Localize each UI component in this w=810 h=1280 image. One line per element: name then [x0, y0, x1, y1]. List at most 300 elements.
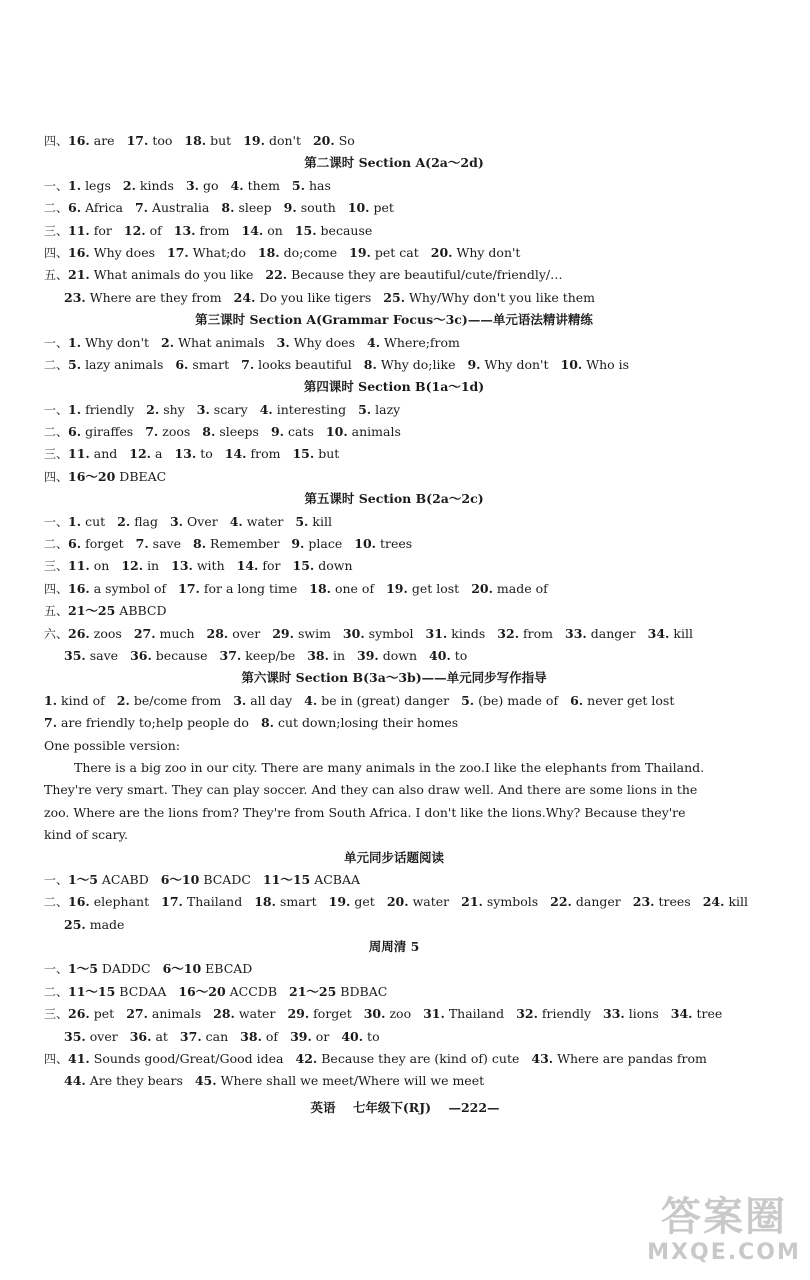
question-number: 29. — [272, 625, 294, 641]
question-number: 39. — [357, 647, 379, 663]
answer-text: never get lost — [587, 692, 675, 708]
answer-line — [44, 466, 744, 488]
answer-item — [364, 354, 456, 376]
answer-item — [367, 332, 460, 354]
answer-item — [242, 220, 283, 242]
answer-text: (be) made of — [478, 692, 559, 708]
section-heading: 第五课时 Section B(2a～2c) — [304, 491, 484, 507]
answer-item — [68, 175, 111, 197]
part-number: 六、 — [44, 626, 69, 641]
answer-item — [64, 645, 118, 667]
question-number: 40. — [341, 1028, 364, 1044]
answer-line — [44, 645, 744, 667]
part-number: 二、 — [44, 425, 69, 440]
answer-text: friendly — [85, 401, 135, 417]
section-heading: 单元同步话题阅读 — [343, 849, 444, 865]
answer-line — [44, 1070, 744, 1092]
answer-item — [354, 533, 412, 555]
question-number: 8. — [363, 356, 377, 372]
question-number: 30. — [342, 625, 365, 641]
answer-text: BCADC — [203, 871, 251, 887]
question-number: 7. — [145, 424, 159, 440]
question-number: 11～15 — [262, 871, 311, 887]
answer-text: Why/Why don't you like them — [409, 289, 596, 305]
footer-subject: 英语 — [310, 1100, 336, 1115]
section-heading: 第六课时 Section B(3a～3b)——单元同步写作指导 — [241, 670, 547, 686]
answer-text: be/come from — [133, 692, 222, 708]
question-number: 24. — [702, 894, 725, 910]
question-number: 16. — [68, 133, 90, 148]
answer-text: in — [332, 647, 346, 663]
answer-text: Why don't — [85, 334, 150, 350]
answer-item — [263, 869, 360, 891]
question-number: 15. — [294, 222, 317, 238]
part-number: 二、 — [44, 357, 69, 372]
answer-text: animals — [351, 424, 401, 440]
answer-text: So — [338, 133, 355, 148]
question-number: 24. — [233, 289, 256, 305]
answer-text: to — [200, 446, 213, 462]
answer-text: Because they are beautiful/cute/friendly/… — [291, 267, 563, 283]
answer-line — [44, 1003, 744, 1025]
answer-line — [44, 869, 744, 891]
answer-text: from — [250, 446, 281, 462]
question-number: 31. — [425, 625, 448, 641]
answer-text: Why does — [93, 244, 156, 260]
question-number: 6. — [68, 536, 82, 552]
question-number: 4. — [259, 401, 273, 417]
question-number: 18. — [254, 894, 276, 910]
part-number: 三、 — [44, 447, 69, 462]
answer-item — [68, 242, 155, 264]
question-number: 36. — [130, 647, 152, 663]
answer-item — [648, 623, 693, 645]
answer-text: symbol — [368, 625, 414, 641]
answer-item — [126, 1003, 201, 1025]
answer-text: from — [199, 222, 230, 238]
answer-item — [68, 891, 149, 913]
answer-text: lazy — [375, 401, 401, 417]
answer-item — [516, 1003, 591, 1025]
question-number: 1. — [68, 177, 82, 193]
answer-line — [44, 197, 744, 219]
question-number: 6. — [175, 356, 189, 372]
answer-item — [145, 421, 190, 443]
answer-text: or — [315, 1028, 330, 1044]
answer-text: much — [159, 625, 195, 641]
answer-text: smart — [192, 356, 230, 372]
part-number: 五、 — [44, 268, 69, 283]
answer-item — [180, 1026, 228, 1048]
question-number: 19. — [349, 244, 371, 260]
answer-item — [68, 981, 166, 1003]
answer-text: DADDC — [101, 961, 151, 977]
answer-line — [44, 533, 744, 555]
question-number: 9. — [291, 536, 305, 552]
answer-text: from — [523, 625, 554, 641]
answer-item — [383, 287, 595, 309]
answer-line — [44, 421, 744, 443]
answer-line — [44, 981, 744, 1003]
question-number: 10. — [354, 536, 376, 552]
answer-item — [292, 443, 339, 465]
answer-text: are — [93, 133, 115, 148]
part-number: 四、 — [44, 245, 69, 260]
question-number: 37. — [179, 1028, 202, 1044]
question-number: 3. — [196, 401, 210, 417]
question-number: 12. — [123, 222, 146, 238]
part-number: 一、 — [44, 335, 69, 350]
answer-text: made — [89, 916, 125, 932]
answer-text: Why do;like — [380, 356, 456, 372]
part-number: 二、 — [44, 537, 69, 552]
answer-text: a symbol of — [93, 580, 167, 596]
answer-item — [293, 555, 353, 577]
question-number: 21～25 — [289, 983, 337, 999]
part-number: 二、 — [44, 895, 69, 910]
question-number: 12. — [129, 446, 152, 462]
question-number: 16. — [68, 894, 90, 910]
answer-line — [44, 623, 744, 645]
answer-item — [289, 981, 387, 1003]
answer-item — [603, 1003, 659, 1025]
answer-text: for a long time — [203, 580, 298, 596]
answer-text: has — [308, 177, 331, 193]
answer-item — [225, 443, 281, 465]
answer-line — [44, 712, 744, 734]
answer-item — [117, 690, 221, 712]
answer-item — [292, 175, 331, 197]
answer-text: don't — [268, 133, 301, 148]
part-number: 四、 — [44, 1052, 69, 1067]
part-number: 三、 — [44, 1007, 69, 1022]
question-number: 3. — [185, 177, 200, 193]
question-number: 11. — [68, 558, 90, 574]
answer-text: kill — [312, 513, 332, 529]
answer-text: symbols — [486, 894, 539, 910]
answer-line — [44, 220, 744, 242]
answer-item — [304, 690, 449, 712]
answer-text: Do you like tigers — [259, 289, 372, 305]
answer-text: one of — [334, 580, 375, 596]
answer-item — [64, 1070, 183, 1092]
question-number: 3. — [169, 513, 184, 529]
answer-item — [461, 690, 558, 712]
answer-text: water — [238, 1006, 276, 1022]
answer-item — [44, 712, 249, 734]
answer-item — [260, 399, 346, 421]
answer-text: BDBAC — [340, 983, 388, 999]
answer-item — [233, 690, 292, 712]
answer-item — [348, 197, 394, 219]
question-number: 44. — [64, 1073, 86, 1089]
answer-item — [349, 242, 419, 264]
answer-item — [431, 242, 521, 264]
answer-item — [161, 869, 251, 891]
question-number: 28. — [213, 1006, 235, 1022]
answer-text: water — [412, 894, 450, 910]
question-number: 11. — [68, 222, 90, 238]
part-number: 二、 — [44, 201, 69, 216]
question-number: 8. — [202, 424, 216, 440]
question-number: 15. — [292, 558, 315, 574]
question-number: 2. — [116, 692, 130, 708]
question-number: 20. — [386, 894, 409, 910]
question-number: 28. — [206, 625, 229, 641]
answer-item — [364, 1003, 411, 1025]
answer-text: Sounds good/Great/Good idea — [93, 1051, 284, 1067]
answer-text: because — [155, 647, 208, 663]
answer-item — [195, 1070, 484, 1092]
answer-text: giraffes — [85, 424, 134, 440]
answer-text: Because they are (kind of) cute — [321, 1051, 520, 1067]
answer-item — [68, 958, 151, 980]
answer-text: pet — [93, 1006, 115, 1022]
question-number: 14. — [241, 222, 264, 238]
question-number: 20. — [430, 244, 453, 260]
answer-item — [68, 623, 122, 645]
answer-line — [44, 242, 744, 264]
answer-text: ACBAA — [314, 871, 361, 887]
answer-text: but — [210, 133, 232, 148]
answer-item — [68, 555, 109, 577]
question-number: 14. — [236, 558, 259, 574]
answer-item — [561, 354, 630, 376]
answer-text: swim — [297, 625, 331, 641]
question-number: 1. — [68, 401, 82, 417]
answer-line — [44, 578, 744, 600]
essay-line: They're very smart. They can play soccer. And they can also draw well. And there are some lions in the — [44, 782, 698, 798]
answer-item — [429, 645, 467, 667]
question-number: 14. — [224, 446, 247, 462]
answer-text: too — [152, 133, 173, 148]
answer-item — [136, 533, 181, 555]
section-heading: 第三课时 Section A(Grammar Focus～3c)——单元语法精讲精练 — [195, 312, 593, 328]
answer-text: Who is — [586, 356, 630, 372]
question-number: 26. — [68, 1006, 90, 1022]
answer-item — [193, 533, 279, 555]
answer-text: down — [382, 647, 418, 663]
question-number: 9. — [283, 200, 297, 216]
answer-text: scary — [213, 401, 248, 417]
answer-text: Thailand — [448, 1006, 505, 1022]
question-number: 13. — [171, 558, 193, 574]
answer-text: animals — [151, 1006, 202, 1022]
answer-item — [178, 981, 277, 1003]
answer-text: in — [147, 558, 160, 574]
question-number: 7. — [134, 200, 148, 216]
question-number: 25. — [383, 289, 406, 305]
question-number: 26. — [68, 625, 90, 641]
answer-text: cut down;losing their homes — [277, 715, 459, 731]
answer-item — [565, 623, 636, 645]
answer-item — [68, 869, 149, 891]
question-number: 10. — [560, 356, 583, 372]
question-number: 33. — [603, 1006, 625, 1022]
answer-text: water — [246, 513, 284, 529]
answer-text: kind of — [61, 692, 105, 708]
question-number: 42. — [295, 1051, 318, 1067]
answer-item — [230, 511, 284, 533]
answer-text: ABBCD — [119, 603, 167, 619]
answer-text: What;do — [192, 244, 246, 260]
answer-item — [174, 220, 230, 242]
answer-text: Over — [187, 513, 218, 529]
answer-item — [287, 1003, 351, 1025]
question-number: 33. — [565, 625, 587, 641]
answer-text: kill — [728, 894, 749, 910]
answer-line — [44, 600, 744, 622]
question-number: 2. — [146, 401, 160, 417]
answer-text: with — [196, 558, 225, 574]
answer-text: Africa — [85, 200, 123, 216]
answer-text: get lost — [411, 580, 460, 596]
question-number: 5. — [358, 401, 372, 417]
question-number: 16. — [68, 580, 90, 596]
question-number: 34. — [647, 625, 670, 641]
question-number: 1. — [68, 513, 82, 529]
answer-text: down — [318, 558, 353, 574]
page-footer — [0, 1098, 810, 1116]
answer-item — [68, 130, 115, 152]
essay-line: kind of scary. — [44, 827, 128, 843]
answer-item — [68, 264, 253, 286]
answer-item — [117, 511, 158, 533]
answer-item — [271, 421, 314, 443]
answer-line — [44, 354, 744, 376]
answer-text: Why does — [293, 334, 355, 350]
answer-item — [171, 555, 225, 577]
question-number: 5. — [68, 356, 82, 372]
question-number: 9. — [467, 356, 481, 372]
question-number: 23. — [64, 289, 86, 305]
question-number: 1. — [44, 692, 58, 708]
question-number: 6～10 — [160, 871, 200, 887]
answer-item — [129, 443, 162, 465]
question-number: 34. — [670, 1006, 693, 1022]
question-number: 1. — [68, 334, 82, 350]
question-number: 4. — [229, 513, 243, 529]
answer-item — [265, 264, 562, 286]
watermark-cn: 答案圈 — [661, 1194, 787, 1240]
question-number: 23. — [632, 894, 655, 910]
answer-text: pet cat — [374, 244, 419, 260]
part-number: 五、 — [44, 604, 69, 619]
answer-item — [134, 623, 195, 645]
question-number: 21. — [461, 894, 483, 910]
answer-item — [272, 623, 331, 645]
answer-text: on — [93, 558, 110, 574]
answer-item — [237, 555, 281, 577]
answer-text: Where;from — [384, 334, 460, 350]
answer-item — [307, 645, 345, 667]
answer-text: shy — [163, 401, 185, 417]
answer-item — [258, 242, 337, 264]
answer-text: for — [93, 222, 112, 238]
answer-item — [167, 242, 246, 264]
part-number: 一、 — [44, 402, 69, 417]
answer-line — [44, 443, 744, 465]
answer-item — [213, 1003, 275, 1025]
answer-item — [467, 354, 548, 376]
answer-line — [44, 891, 749, 913]
answer-text: kill — [673, 625, 693, 641]
answer-item — [295, 511, 332, 533]
answer-item — [341, 1026, 379, 1048]
answer-line — [44, 958, 744, 980]
answer-line — [44, 175, 744, 197]
answer-item — [221, 197, 271, 219]
answer-item — [284, 197, 336, 219]
answer-item — [497, 623, 553, 645]
answer-item — [68, 443, 117, 465]
answer-text: lions — [628, 1006, 659, 1022]
answer-text: lazy animals — [85, 356, 164, 372]
question-number: 6～10 — [162, 961, 202, 977]
question-number: 3. — [233, 692, 247, 708]
footer-grade: 七年级下(RJ) — [352, 1100, 432, 1115]
answer-text: on — [267, 222, 283, 238]
answer-item — [130, 1026, 168, 1048]
question-number: 38. — [240, 1028, 262, 1044]
question-number: 5. — [291, 177, 305, 193]
answer-item — [146, 399, 185, 421]
answer-item — [44, 690, 105, 712]
question-number: 17. — [161, 894, 183, 910]
answer-text: friendly — [541, 1006, 592, 1022]
answer-text: all day — [250, 692, 293, 708]
answer-text: What animals — [178, 334, 265, 350]
answer-text: made of — [496, 580, 548, 596]
question-number: 20. — [312, 133, 335, 148]
answer-item — [68, 578, 166, 600]
answer-item — [387, 891, 449, 913]
answer-text: BCDAA — [119, 983, 167, 999]
question-number: 37. — [219, 647, 242, 663]
question-number: 2. — [161, 334, 175, 350]
answer-text: sleep — [238, 200, 272, 216]
question-number: 17. — [126, 133, 149, 148]
answer-text: smart — [279, 894, 317, 910]
part-number: 四、 — [44, 581, 69, 596]
answer-text: cats — [288, 424, 314, 440]
answer-item — [703, 891, 748, 913]
answer-item — [207, 623, 261, 645]
answer-text: zoo — [389, 1006, 412, 1022]
answer-item — [68, 511, 105, 533]
answer-text: trees — [658, 894, 691, 910]
answer-item — [68, 399, 134, 421]
answer-text: to — [367, 1028, 380, 1044]
answer-text: over — [89, 1028, 118, 1044]
answer-item — [358, 399, 400, 421]
part-number: 二、 — [44, 984, 69, 999]
answer-text: pet — [373, 200, 394, 216]
question-number: 8. — [193, 536, 207, 552]
answer-item — [64, 914, 124, 936]
answer-item — [291, 533, 342, 555]
question-number: 5. — [461, 692, 475, 708]
part-number: 三、 — [44, 223, 69, 238]
question-number: 10. — [347, 200, 370, 216]
question-number: 7. — [44, 715, 58, 731]
answer-text: Remember — [210, 536, 280, 552]
answer-item — [202, 421, 259, 443]
answer-item — [471, 578, 548, 600]
question-number: 8. — [260, 715, 274, 731]
answer-text: What animals do you like — [93, 267, 254, 283]
question-number: 2. — [122, 177, 136, 193]
